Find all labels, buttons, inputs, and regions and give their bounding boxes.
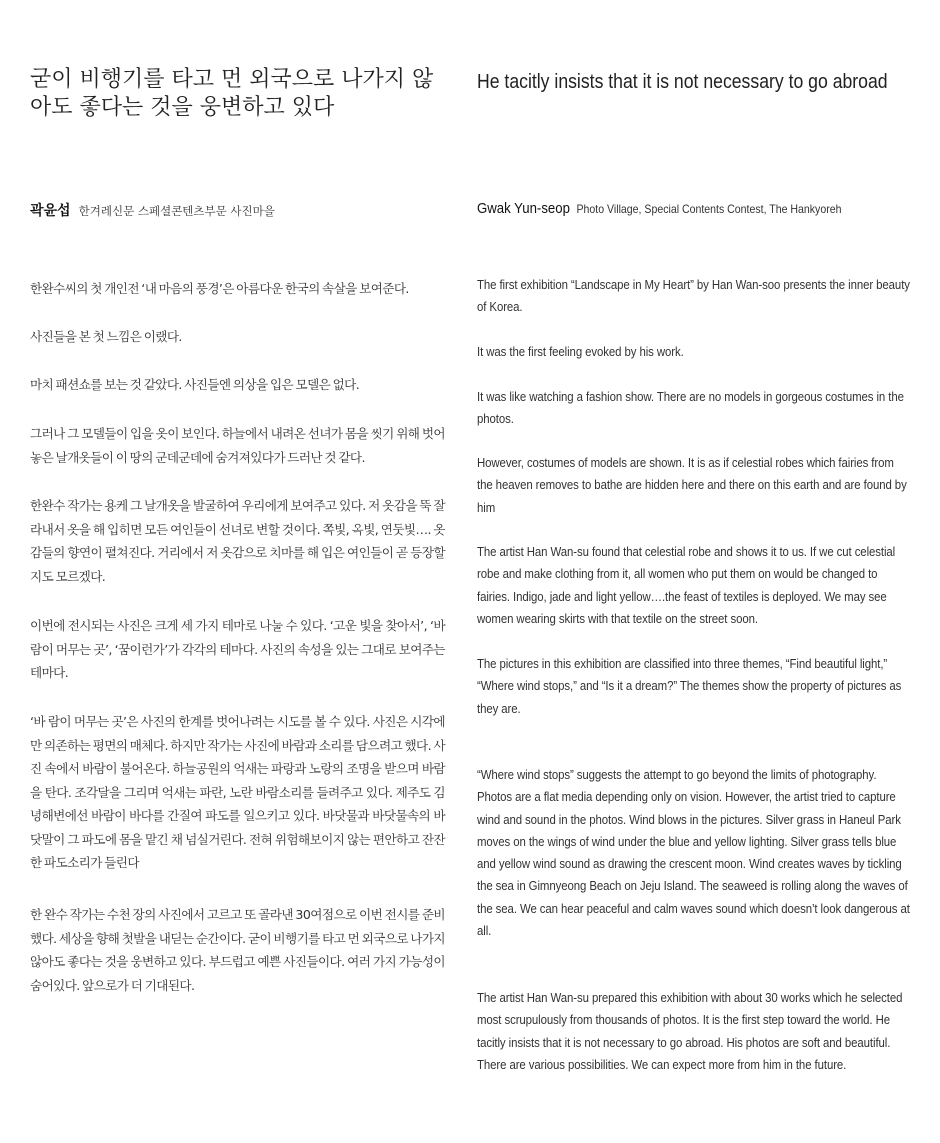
english-paragraph-4: However, costumes of models are shown. It is as if celestial robes which fairies from the heaven removes to bathe are hidden here and there on this earth and are found by him [477,455,907,515]
korean-paragraph-4: 그러나 그 모델들이 입을 옷이 보인다. 하늘에서 내려온 선녀가 몸을 씻기 위해 벗어놓은 날개옷들이 이 땅의 군데군데에 숨겨져있다가 드러난 것 같다. [30,426,445,465]
english-paragraph-5: The artist Han Wan-su found that celestial robe and shows it to us. If we cut celestial robe and make clothing from it, all women who put them on would be changed to fairies. Indigo, jade and light yellow….the feast of textiles is deployed. We may see women wearing skirts with that textile on the street soon. [477,544,896,626]
korean-paragraph-1: 한완수씨의 첫 개인전 ‘내 마음의 풍경’은 아름다운 한국의 속살을 보여준다. [30,281,409,296]
english-title: He tacitly insists that it is not necessary to go abroad [477,70,888,93]
korean-paragraph-2: 사진들을 본 첫 느낌은 이랬다. [30,329,182,344]
english-paragraph-8: The artist Han Wan-su prepared this exhibition with about 30 works which he selected most scrupulously from thousands of photos. It is the first step toward the world. He tacitly insists that it is not necessary to go abroad. His photos are soft and beautiful. There are various possibilities. We can expect more from him in the future. [477,990,903,1072]
english-author-affiliation: Photo Village, Special Contents Contest, The Hankyoreh [576,202,842,216]
english-paragraph-3: It was like watching a fashion show. There are no models in gorgeous costumes in the photos. [477,389,904,427]
korean-paragraph-7: ‘바 람이 머무는 곳’은 사진의 한계를 벗어나려는 시도를 볼 수 있다. 사진은 시각에만 의존하는 평면의 매체다. 하지만 작가는 사진에 바람과 소리를 담으려고 했다. 사진 속에서 바람이 불어온다. 하늘공원의 억새는 파랑과 노랑의 조명을 받으며 바람을 탄다. 조각달을 그리며 억새는 파란, 노란 바람소리를 들려주고 있다. 제주도 김녕해변에선 바람이 바다를 간질여 파도를 일으키고 있다. 바닷물과 바닷물속의 바닷말이 그 파도에 몸을 맡긴 채 넘실거린다. 전혀 위험해보이지 않는 편안하고 잔잔한 파도소리가 들린다 [30,714,445,870]
korean-title: 굳이 비행기를 타고 먼 외국으로 나가지 않아도 좋다는 것을 웅변하고 있다 [30,67,434,120]
english-paragraph-1: The first exhibition “Landscape in My Heart” by Han Wan-soo presents the inner beauty of Korea. [477,277,910,315]
korean-byline [30,200,275,220]
korean-author-name: 곽윤섭 [30,203,71,219]
english-byline [477,200,841,218]
english-paragraph-6: The pictures in this exhibition are classified into three themes, “Find beautiful light,” “Where wind stops,” and “Is it a dream?” The themes show the property of pictures as they are. [477,656,902,716]
korean-paragraph-8: 한 완수 작가는 수천 장의 사진에서 고르고 또 골라낸 30여점으로 이번 전시를 준비했다. 세상을 향해 첫발을 내딛는 순간이다. 굳이 비행기를 타고 먼 외국으로 나가지 않아도 좋다는 것을 웅변하고 있다. 부드럽고 예쁜 사진들이다. 여러 가지 가능성이 숨어있다. 앞으로가 더 기대된다. [30,907,445,993]
korean-paragraph-6: 이번에 전시되는 사진은 크게 세 가지 테마로 나눌 수 있다. ‘고운 빛을 찾아서’, ‘바람이 머무는 곳’, ‘꿈이런가’가 각각의 테마다. 사진의 속성을 있는 그대로 보여주는 테마다. [30,618,445,680]
korean-author-affiliation: 한겨레신문 스페셜콘텐츠부문 사진마을 [78,204,275,218]
korean-paragraph-5: 한완수 작가는 용케 그 날개옷을 발굴하여 우리에게 보여주고 있다. 저 옷감을 뚝 잘라내서 옷을 해 입히면 모든 여인들이 선녀로 변할 것이다. 쪽빛, 옥빛, 연둣빛…. 옷감들의 향연이 펼쳐진다. 거리에서 저 옷감으로 치마를 해 입은 여인들이 곧 등장할 지도 모르겠다. [30,498,445,584]
english-author-name: Gwak Yun-seop [477,200,570,217]
english-paragraph-2: It was the first feeling evoked by his work. [477,344,684,359]
korean-paragraph-3: 마치 패션쇼를 보는 것 같았다. 사진들엔 의상을 입은 모델은 없다. [30,377,360,392]
english-paragraph-7: “Where wind stops” suggests the attempt to go beyond the limits of photography. Photos are a flat media depending only on vision. However, the artist tried to capture wind and sound in the photos. Wind blows in the pictures. Silver grass in Haneul Park moves on the wings of wind under the blue and yellow lighting. Silver grass tells blue and yellow wind sound as drawing the crescent moon. Wind creates waves by tickling the sea in Gimnyeong Beach on Jeju Island. The seaweed is rolling along the waves of the sea. We can hear peaceful and calm waves sound which doesn’t look dangerous at all. [477,767,910,939]
